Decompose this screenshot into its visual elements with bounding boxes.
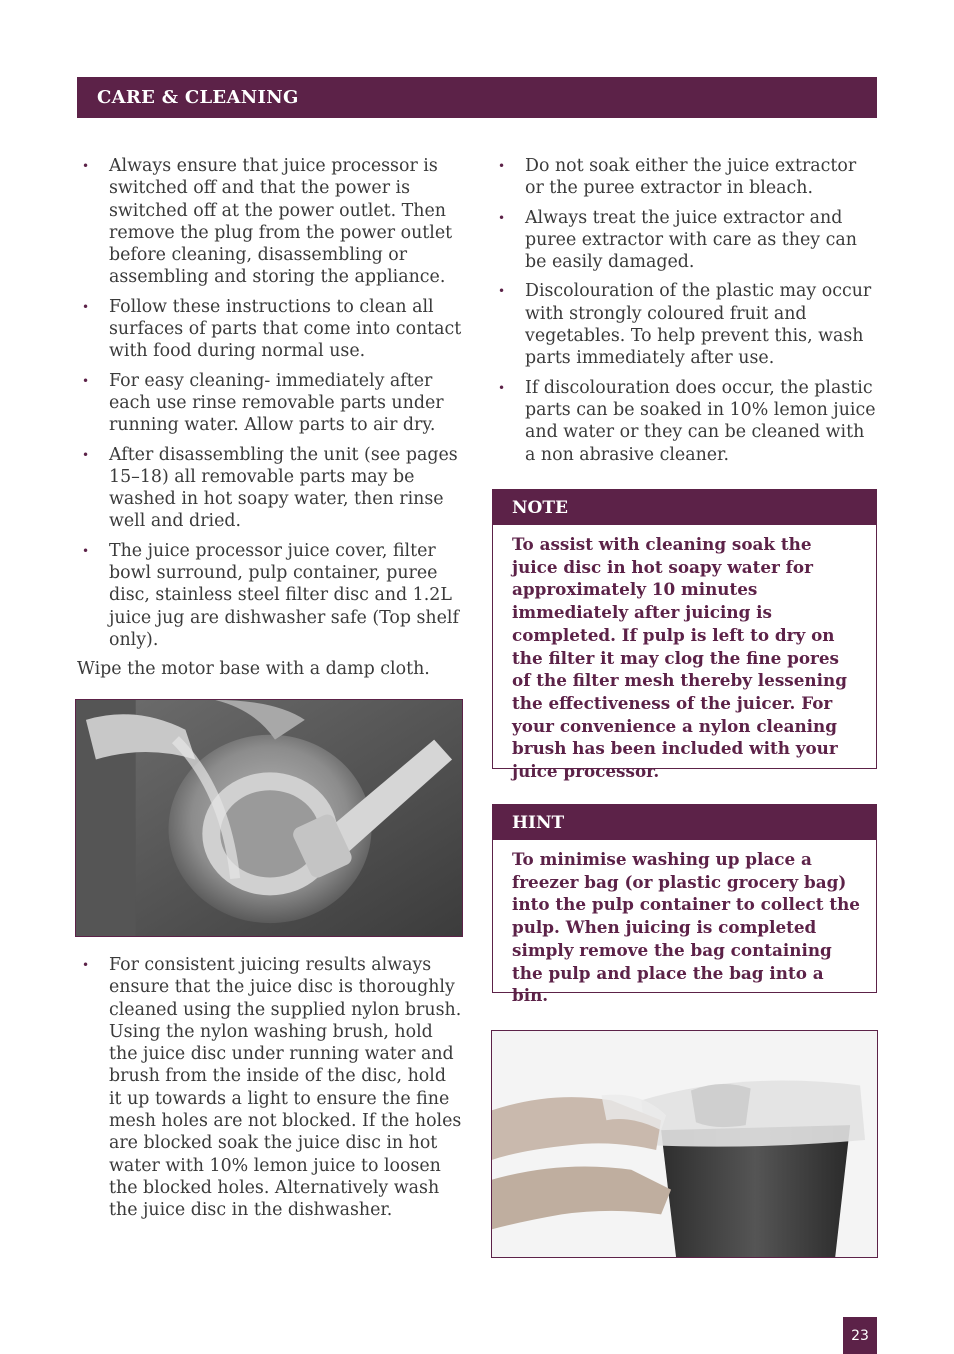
instruction-list: [493, 155, 877, 466]
list-item: • If discolouration does occur, the plastic parts can be soaked in 10% lemon juice and water or they can be cleaned with a non abrasive cleaner.: [493, 377, 877, 466]
page-number: 23: [843, 1317, 877, 1354]
list-item: • Always treat the juice extractor and puree extractor with care as they can be easily damaged.: [493, 207, 877, 274]
note-box: [492, 489, 877, 782]
section-header: [77, 77, 877, 118]
washing-photo: [75, 699, 463, 937]
section-title: CARE & CLEANING: [97, 87, 299, 108]
bag-photo: [491, 1030, 878, 1258]
hint-heading: HINT: [493, 805, 876, 840]
right-column: [493, 155, 877, 473]
list-item: • Always ensure that juice processor is switched off and that the power is switched off at the power outlet. Then remove the plug from the power outlet before cleaning, disassembling or assembling and storing the appliance.: [77, 155, 463, 289]
list-item: • The juice processor juice cover, filter bowl surround, pulp container, puree disc, stainless steel filter disc and 1.2L juice jug are dishwasher safe (Top shelf only).: [77, 540, 463, 651]
left-column-bottom: [77, 954, 463, 1229]
instruction-list: [77, 954, 463, 1222]
left-column-top: [77, 155, 463, 681]
hint-box: [492, 804, 877, 1006]
list-item: • Follow these instructions to clean all surfaces of parts that come into contact with food during normal use.: [77, 296, 463, 363]
hint-body: To minimise washing up place a freezer bag (or plastic grocery bag) into the pulp container to collect the pulp. When juicing is completed simply remove the bag containing the pulp and place the bag into a bin.: [512, 849, 860, 1006]
instruction-list: [77, 155, 463, 651]
list-item: • After disassembling the unit (see pages 15–18) all removable parts may be washed in hot soapy water, then rinse well and dried.: [77, 444, 463, 533]
list-item: • Discolouration of the plastic may occur with strongly coloured fruit and vegetables. To help prevent this, wash parts immediately after use.: [493, 280, 877, 369]
list-item: • For consistent juicing results always ensure that the juice disc is thoroughly cleaned using the supplied nylon brush. Using the nylon washing brush, hold the juice disc under running water and brush from the inside of the disc, hold it up towards a light to ensure the fine mesh holes are not blocked. If the holes are blocked soak the juice disc in hot water with 10% lemon juice to loosen the blocked holes. Alternatively wash the juice disc in the dishwasher.: [77, 954, 463, 1222]
list-item: • Do not soak either the juice extractor or the puree extractor in bleach.: [493, 155, 877, 200]
wipe-note: Wipe the motor base with a damp cloth.: [77, 659, 430, 680]
note-body: To assist with cleaning soak the juice disc in hot soapy water for approximately 10 minutes immediately after juicing is completed. If pulp is left to dry on the filter it may clog the fine pores of the filter mesh thereby lessening the effectiveness of the juicer. For your convenience a nylon cleaning brush has been included with your juice processor.: [512, 534, 847, 782]
list-item: • For easy cleaning- immediately after each use rinse removable parts under running water. Allow parts to air dry.: [77, 370, 463, 437]
note-heading: NOTE: [493, 490, 876, 525]
